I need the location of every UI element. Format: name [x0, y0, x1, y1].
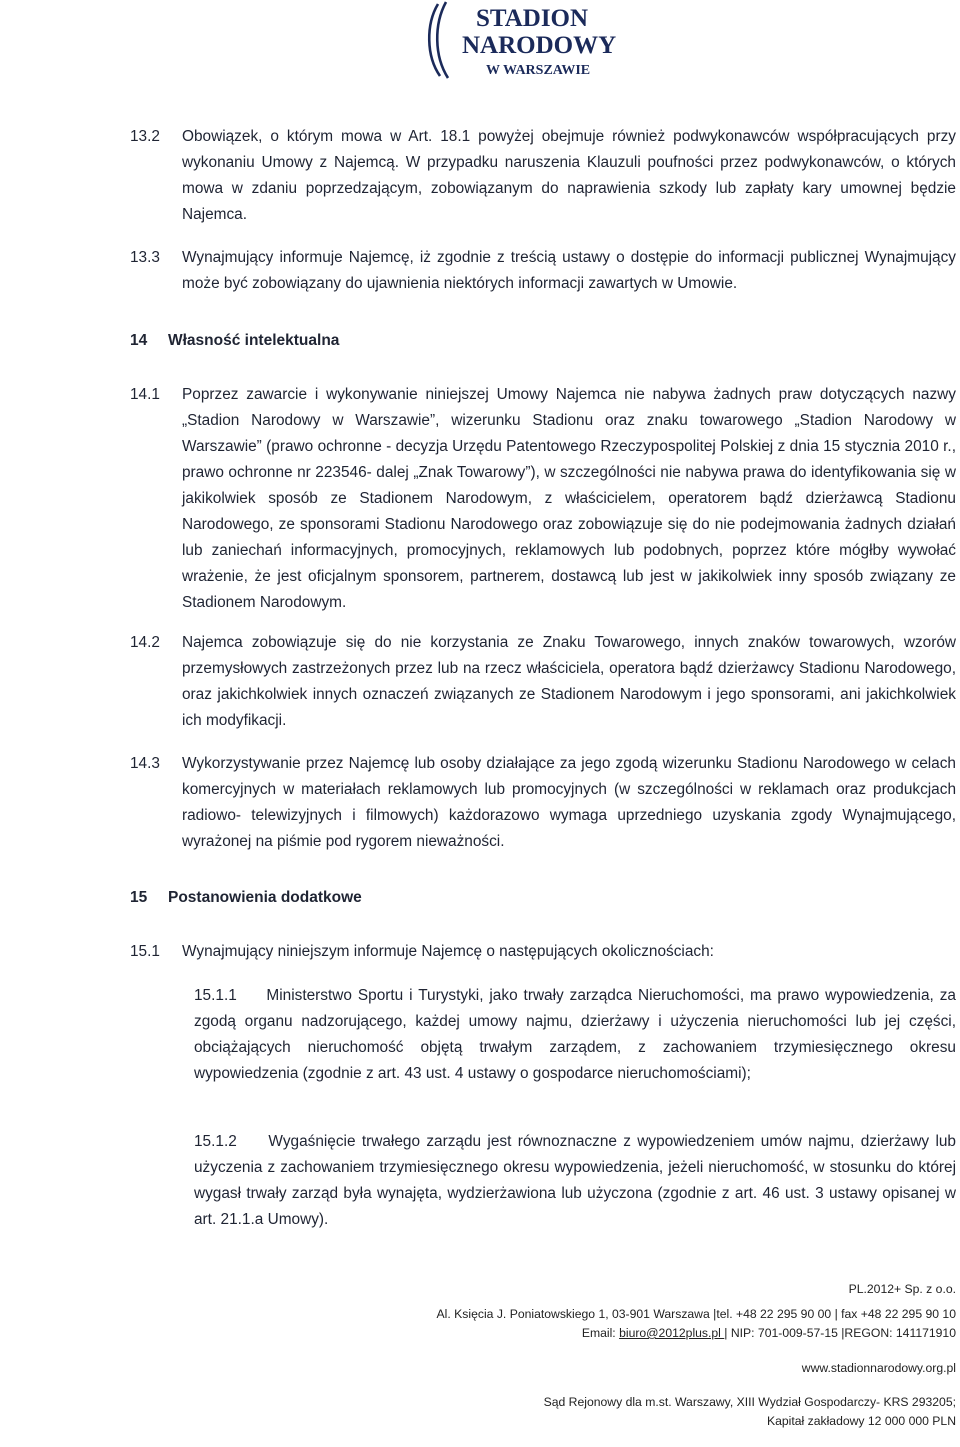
- logo-line2: NARODOWY: [462, 32, 617, 59]
- clause-14-1: [130, 382, 956, 616]
- clause-text: Ministerstwo Sportu i Turystyki, jako trwały zarządca Nieruchomości, ma prawo wypowiedzenia, za zgodą organu nadzorującego, każdej umowy najmu, dzierżawy i użyczenia nieruchomości lub jej części, obciążających nieruchomość objętą trwałym zarządem, z zachowaniem trzymiesięcznego okresu wypowiedzenia (zgodnie z art. 43 ust. 4 ustawy o gospodarce nieruchomościami);: [194, 987, 956, 1082]
- footer-email-link[interactable]: biuro@2012plus.pl: [619, 1326, 725, 1340]
- clause-number: 15.1.2: [194, 1133, 237, 1150]
- clause-number: 13.3: [130, 249, 160, 266]
- clause-15-1-2: [194, 1129, 956, 1233]
- clause-text: Najemca zobowiązuje się do nie korzystania ze Znaku Towarowego, innych znaków towarowych, wzorów przemysłowych zastrzeżonych przez lub na rzecz właściciela, operatora bądź dzierżawcy Stadionu Narodowego, oraz jakichkolwiek innych oznaczeń związanych ze Stadionem Narodowym i jego sponsorami, ani jakichkolwiek ich modyfikacji.: [182, 634, 956, 729]
- footer-court: Sąd Rejonowy dla m.st. Warszawy, XIII Wydział Gospodarczy- KRS 293205;: [543, 1395, 956, 1409]
- clause-text: Obowiązek, o którym mowa w Art. 18.1 powyżej obejmuje również podwykonawców współpracujących przy wykonaniu Umowy z Najemcą. W przypadku naruszenia Klauzuli poufności przez podwykonawców, o których mowa w zdaniu poprzedzającym, zobowiązanym do naprawienia szkody lub zapłaty kary umownej będzie Najemca.: [182, 128, 956, 223]
- clause-text: Wykorzystywanie przez Najemcę lub osoby działające za jego zgodą wizerunku Stadionu Narodowego w celach komercyjnych w materiałach reklamowych lub promocyjnych (w szczególności w reklamach oraz produkcjach radiowo- telewizyjnych i filmowych) każdorazowo wymaga uprzedniego uzyskania zgody Wynajmującego, wyrażonej na piśmie pod rygorem nieważności.: [182, 755, 956, 850]
- logo-line1: STADION: [476, 5, 589, 32]
- clause-13-2: [130, 124, 956, 228]
- clause-number: 14.1: [130, 386, 160, 403]
- footer-contact: [582, 1326, 956, 1340]
- clause-text: Poprzez zawarcie i wykonywanie niniejszej Umowy Najemca nie nabywa żadnych praw dotyczących nazwy „Stadion Narodowy w Warszawie”, wizerunku Stadionu oraz znaku towarowego „Stadion Narodowy w Warszawie” (prawo ochronne - decyzja Urzędu Patentowego Rzeczypospolitej Polskiej z dnia 15 stycznia 2010 r., prawo ochronne nr 223546- dalej „Znak Towarowy”), w szczególności nie nabywa prawa do identyfikowania się w jakikolwiek sposób ze Stadionem Narodowym, z właścicielem, operatorem bądź dzierżawcą Stadionu Narodowego, ze sponsorami Stadionu Narodowego oraz zobowiązuje się do nie podejmowania żadnych działań lub zaniechań informacyjnych, promocyjnych, reklamowych lub podobnych, poprzez które mógłby wywołać wrażenie, że jest oficjalnym sponsorem, partnerem, dostawcą lub jest w jakikolwiek inny sposób związany ze Stadionem Narodowym.: [182, 386, 956, 611]
- footer-email-label: Email:: [581, 1326, 620, 1340]
- section-heading-14: [130, 332, 339, 350]
- clause-number: 15.1.1: [194, 987, 237, 1004]
- clause-14-2: [130, 630, 956, 734]
- footer-capital: Kapitał zakładowy 12 000 000 PLN: [766, 1414, 956, 1428]
- footer-website[interactable]: www.stadionnarodowy.org.pl: [801, 1361, 956, 1375]
- footer-ids: | NIP: 701-009-57-15 |REGON: 141171910: [724, 1326, 956, 1340]
- footer-address: Al. Księcia J. Poniatowskiego 1, 03-901 Warszawa |tel. +48 22 295 90 00 | fax +48 22 295 90 10: [436, 1307, 956, 1321]
- heading-title: Własność intelektualna: [168, 332, 340, 349]
- logo-line3: W WARSZAWIE: [486, 63, 591, 78]
- clause-text: Wynajmujący niniejszym informuje Najemcę o następujących okolicznościach:: [182, 943, 714, 960]
- clause-number: 13.2: [130, 128, 160, 145]
- clause-number: 15.1: [130, 943, 160, 960]
- heading-number: 14: [130, 332, 148, 349]
- clause-number: 14.3: [130, 755, 160, 772]
- clause-15-1-1: [194, 983, 956, 1087]
- clause-text: Wygaśnięcie trwałego zarządu jest równoznaczne z wypowiedzeniem umów najmu, dzierżawy lub użyczenia z zachowaniem trzymiesięcznego okresu wypowiedzenia, jeżeli nieruchomość, w stosunku do której wygasł trwały zarząd była wynajęta, wydzierżawiona lub użyczona (zgodnie z art. 46 ust. 3 ustawy opisanej w art. 21.1.a Umowy).: [194, 1133, 956, 1228]
- footer-company: PL.2012+ Sp. z o.o.: [848, 1282, 956, 1296]
- heading-title: Postanowienia dodatkowe: [168, 889, 362, 906]
- clause-14-3: [130, 751, 956, 855]
- clause-13-3: [130, 245, 956, 297]
- clause-15-1: [130, 939, 956, 965]
- section-heading-15: [130, 889, 362, 907]
- heading-number: 15: [130, 889, 148, 906]
- clause-number: 14.2: [130, 634, 160, 651]
- clause-text: Wynajmujący informuje Najemcę, iż zgodnie z treścią ustawy o dostępie do informacji publicznej Wynajmujący może być zobowiązany do ujawnienia niektórych informacji zawartych w Umowie.: [182, 249, 956, 292]
